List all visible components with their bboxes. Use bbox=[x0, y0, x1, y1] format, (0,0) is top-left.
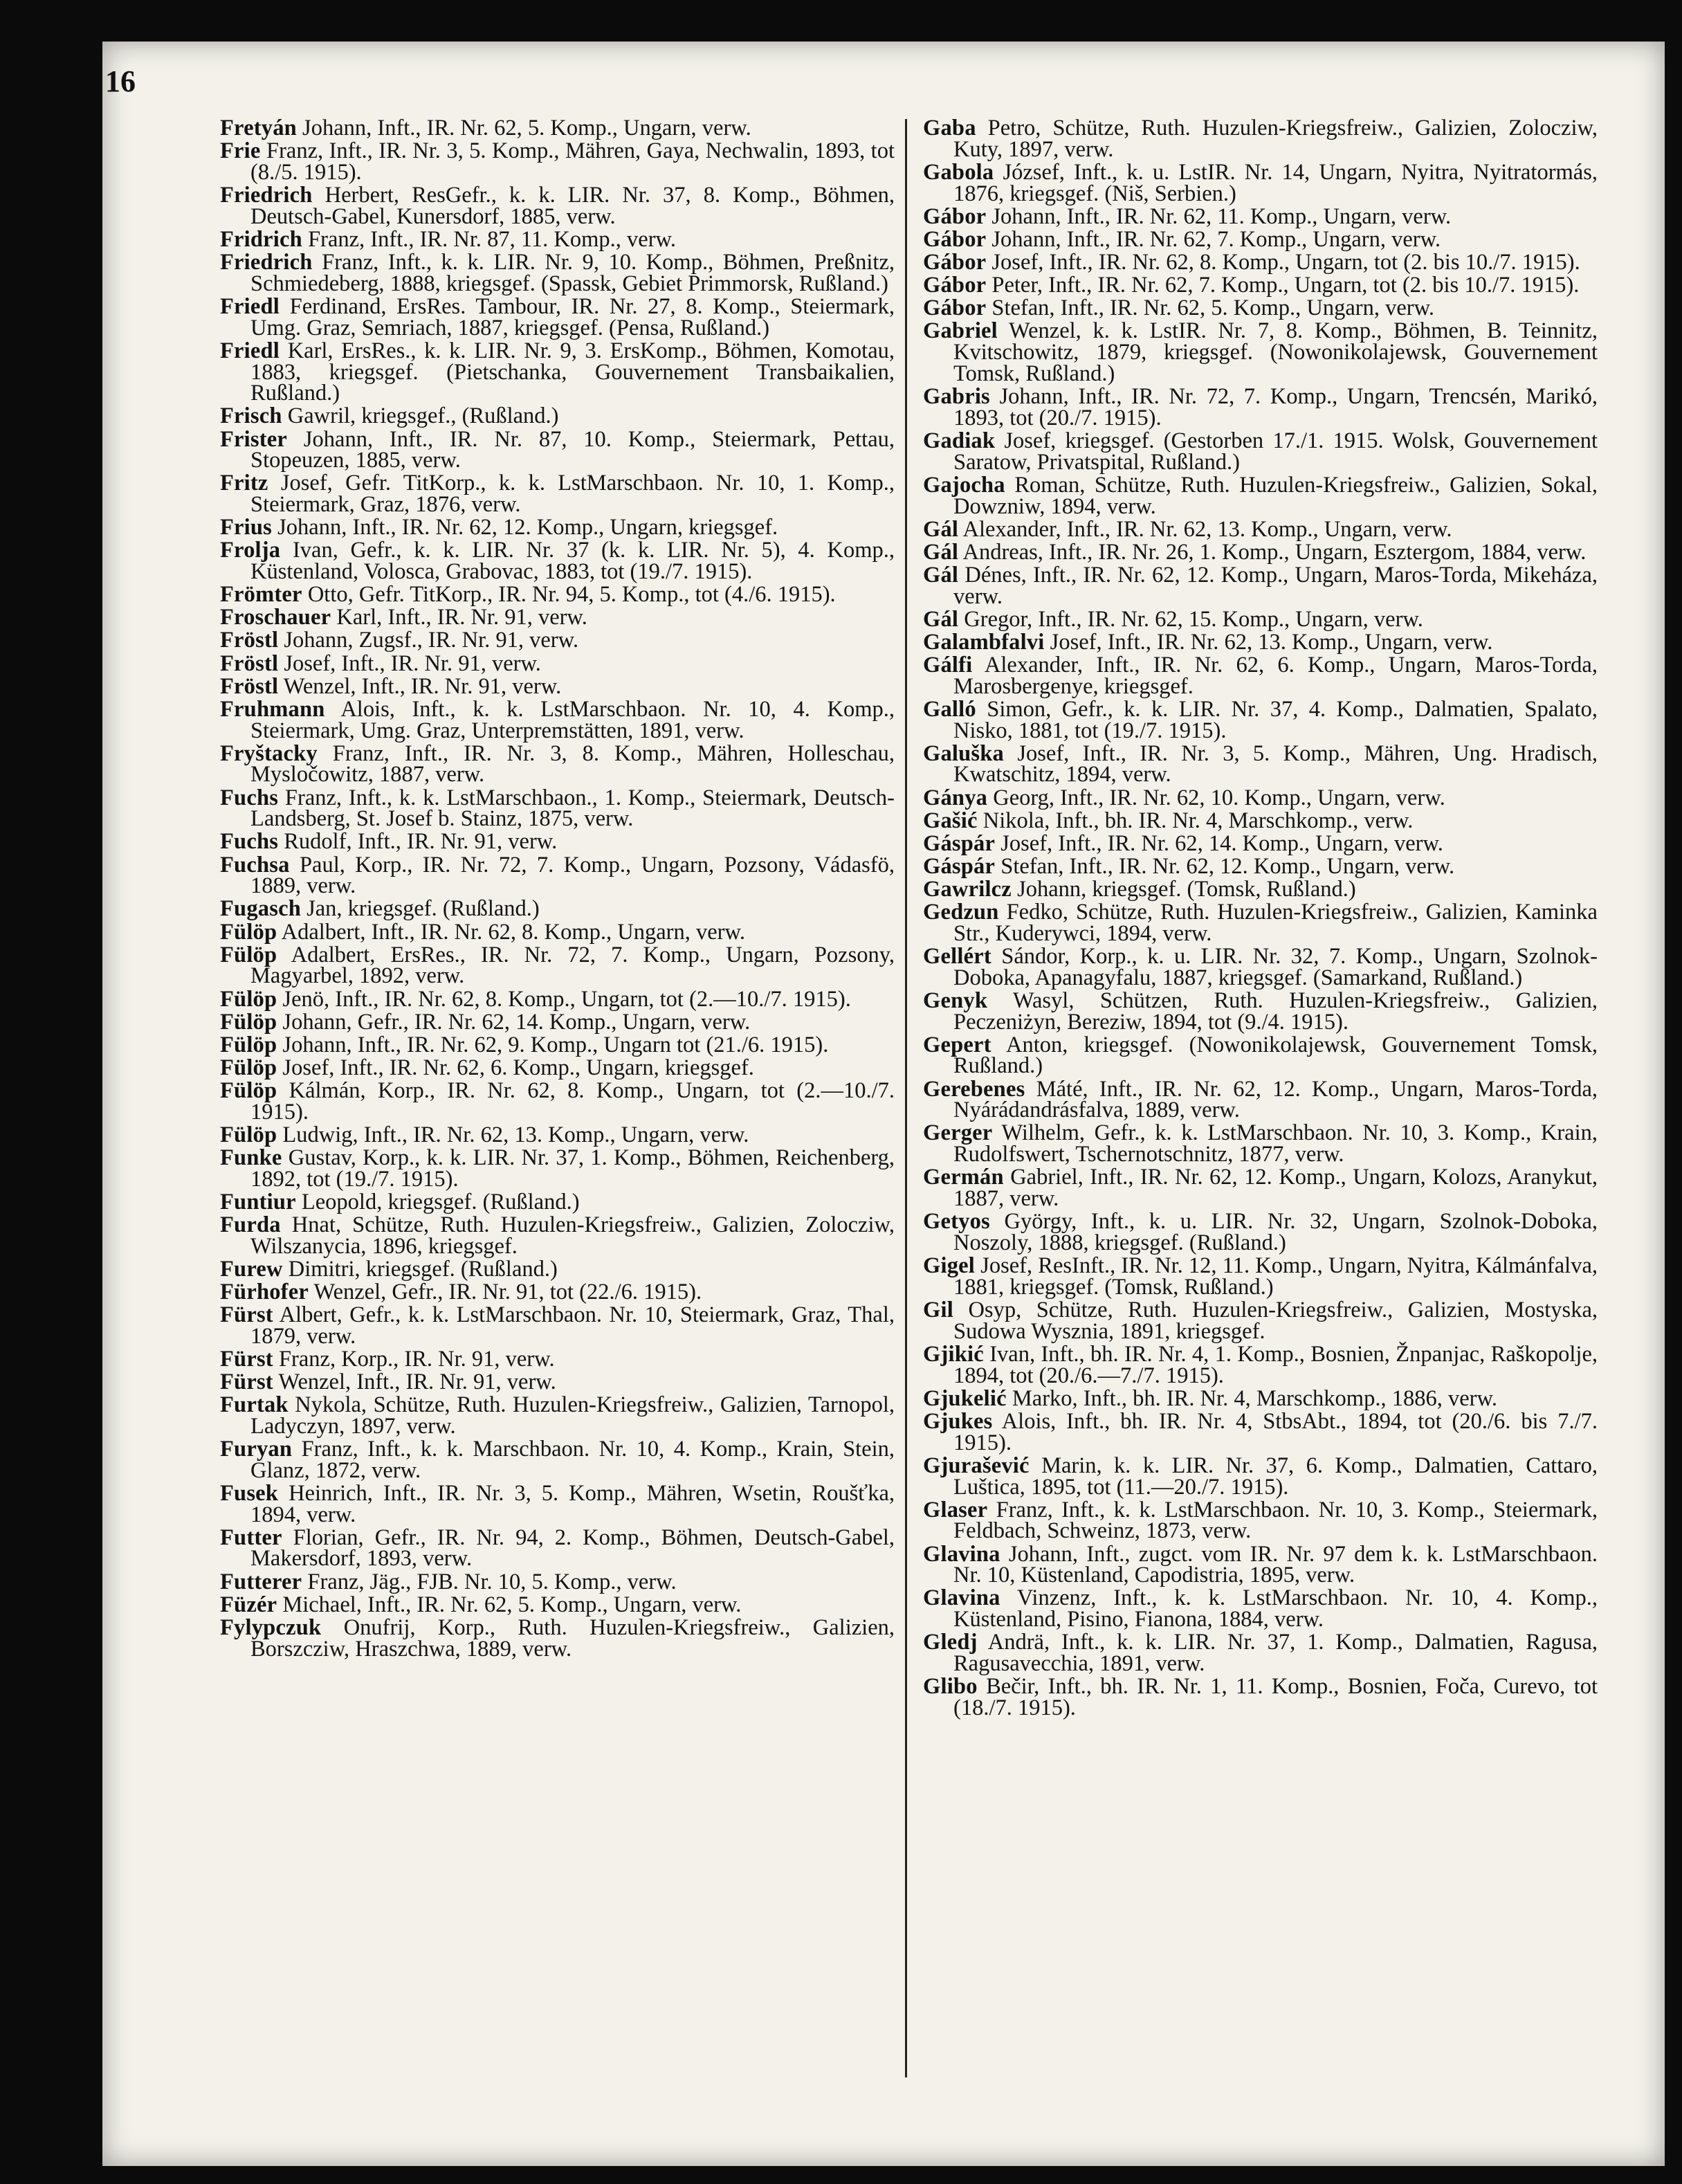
entry-details: Gustav, Korp., k. k. LIR. Nr. 37, 1. Komp., Böhmen, Reichenberg, 1892, tot (19./7. 1915). bbox=[250, 1145, 895, 1192]
entry-details: Alois, Inft., k. k. LstMarschbaon. Nr. 10, 4. Komp., Steiermark, Umg. Graz, Unterpremstätten, 1891, verw. bbox=[250, 696, 895, 743]
entry-name: Galuška bbox=[923, 740, 1005, 766]
entry-details: Heinrich, Inft., IR. Nr. 3, 5. Komp., Mähren, Wsetin, Roušťka, 1894, verw. bbox=[250, 1480, 895, 1527]
casualty-entry bbox=[220, 1369, 895, 1394]
entry-details: Wilhelm, Gefr., k. k. LstMarschbaon. Nr. 10, 3. Komp., Krain, Rudolfswert, Tschernotschnitz, 1877, verw. bbox=[953, 1120, 1598, 1167]
entry-details: Marko, Inft., bh. IR. Nr. 4, Marschkomp., 1886, verw. bbox=[1012, 1385, 1497, 1411]
entry-name: Fröstl bbox=[220, 650, 279, 676]
entry-details: Florian, Gefr., IR. Nr. 94, 2. Komp., Böhmen, Deutsch-Gabel, Makersdorf, 1893, verw. bbox=[250, 1525, 895, 1572]
casualty-entry bbox=[220, 1009, 895, 1035]
left-column bbox=[220, 118, 895, 1662]
entry-name: Gjukes bbox=[923, 1408, 993, 1434]
casualty-entry bbox=[923, 1587, 1598, 1630]
entry-details: Karl, ErsRes., k. k. LIR. Nr. 9, 3. ErsKomp., Böhmen, Komotau, 1883, kriegsgef. (Pietschanka, Gouvernement Transbaikalien, Rußland.) bbox=[250, 338, 895, 406]
entry-name: Fülöp bbox=[220, 1055, 277, 1080]
casualty-entry bbox=[923, 830, 1598, 856]
casualty-entry bbox=[923, 1341, 1598, 1388]
entry-name: Friedl bbox=[220, 338, 280, 363]
entry-details: Sándor, Korp., k. u. LIR. Nr. 32, 7. Komp., Ungarn, Szolnok-Doboka, Apanagyfalu, 1887, kriegsgef. (Samarkand, Rußland.) bbox=[953, 943, 1598, 990]
entry-name: Glibo bbox=[923, 1674, 978, 1700]
casualty-entry bbox=[220, 473, 895, 516]
entry-name: Fridrich bbox=[220, 226, 302, 252]
entry-name: Furtak bbox=[220, 1392, 289, 1417]
entry-name: Gajocha bbox=[923, 472, 1005, 498]
entry-details: Alexander, Inft., IR. Nr. 62, 13. Komp., Ungarn, verw. bbox=[962, 516, 1452, 542]
casualty-entry bbox=[923, 430, 1598, 473]
casualty-entry bbox=[220, 1569, 895, 1594]
entry-name: Gledj bbox=[923, 1630, 978, 1655]
entry-details: Alexander, Inft., IR. Nr. 62, 6. Komp., Ungarn, Maros-Torda, Marosbergenye, kriegsgef. bbox=[953, 652, 1598, 699]
casualty-entry bbox=[220, 852, 895, 899]
casualty-entry bbox=[220, 1304, 895, 1347]
entry-name: Gáspár bbox=[923, 853, 996, 879]
entry-details: Ivan, Gefr., k. k. LIR. Nr. 37 (k. k. LIR. Nr. 5), 4. Komp., Küstenland, Volosca, Grabovac, 1883, tot (19./7. 1915). bbox=[250, 538, 895, 585]
entry-name: Furda bbox=[220, 1212, 281, 1237]
casualty-entry bbox=[220, 340, 895, 404]
casualty-entry bbox=[220, 942, 895, 989]
entry-name: Gábor bbox=[923, 249, 987, 275]
entry-details: Gawril, kriegsgef., (Rußland.) bbox=[287, 403, 559, 429]
casualty-entry bbox=[220, 1077, 895, 1125]
casualty-entry bbox=[923, 562, 1598, 609]
entry-name: Fülöp bbox=[220, 942, 277, 967]
entry-name: Fusek bbox=[220, 1480, 279, 1506]
entry-details: Franz, Inft., k. k. LIR. Nr. 9, 10. Komp., Böhmen, Preßnitz, Schmiedeberg, 1888, kriegsgef. (Spassk, Gebiet Primmorsk, Rußland.) bbox=[250, 249, 895, 296]
casualty-entry bbox=[220, 785, 895, 832]
casualty-entry bbox=[923, 876, 1598, 902]
entry-name: Gellért bbox=[923, 943, 991, 969]
entry-details: Josef, Inft., IR. Nr. 62, 14. Komp., Ungarn, verw. bbox=[1000, 830, 1443, 856]
casualty-entry bbox=[220, 293, 895, 340]
casualty-entry bbox=[923, 226, 1598, 252]
entry-name: Frie bbox=[220, 138, 261, 164]
casualty-entry bbox=[220, 673, 895, 699]
entry-details: György, Inft., k. u. LIR. Nr. 32, Ungarn, Szolnok-Doboka, Noszoly, 1888, kriegsgef. (Rußland.) bbox=[953, 1209, 1598, 1256]
entry-details: Johann, Inft., IR. Nr. 72, 7. Komp., Ungarn, Trencsén, Marikó, 1893, tot (20./7. 1915). bbox=[953, 383, 1598, 430]
entry-details: Albert, Gefr., k. k. LstMarschbaon. Nr. 10, Steiermark, Graz, Thal, 1879, verw. bbox=[250, 1302, 895, 1349]
casualty-entry bbox=[220, 517, 895, 538]
entry-details: Johann, Inft., zugct. vom IR. Nr. 97 dem k. k. LstMarschbaon. Nr. 10, Küstenland, Capodistria, 1895, verw. bbox=[953, 1541, 1598, 1588]
entry-name: Frolja bbox=[220, 538, 281, 563]
casualty-entry bbox=[220, 1057, 895, 1079]
entry-name: Galambfalvi bbox=[923, 629, 1045, 655]
entry-name: Fretyán bbox=[220, 116, 297, 140]
entry-details: Dimitri, kriegsgef. (Rußland.) bbox=[288, 1256, 558, 1282]
casualty-entry bbox=[220, 1256, 895, 1282]
entry-details: Herbert, ResGefr., k. k. LIR. Nr. 37, 8. Komp., Böhmen, Deutsch-Gabel, Kunersdorf, 1885, verw. bbox=[250, 182, 895, 229]
entry-name: Gál bbox=[923, 516, 959, 542]
casualty-entry bbox=[923, 652, 1598, 699]
casualty-entry bbox=[923, 1211, 1598, 1254]
casualty-entry bbox=[923, 249, 1598, 275]
entry-details: Roman, Schütze, Ruth. Huzulen-Kriegsfreiw., Galizien, Sokal, Dowzniw, 1894, verw. bbox=[953, 472, 1598, 519]
entry-details: Josef, Inft., IR. Nr. 91, verw. bbox=[284, 650, 541, 676]
entry-details: Andreas, Inft., IR. Nr. 26, 1. Komp., Ungarn, Esztergom, 1884, verw. bbox=[962, 539, 1587, 565]
casualty-entry bbox=[923, 539, 1598, 565]
entry-name: Fülöp bbox=[220, 1032, 277, 1057]
casualty-entry bbox=[923, 1408, 1598, 1455]
entry-details: Bečir, Inft., bh. IR. Nr. 1, 11. Komp., Bosnien, Foča, Curevo, tot (18./7. 1915). bbox=[953, 1674, 1598, 1721]
entry-name: Gábor bbox=[923, 295, 987, 321]
casualty-entry bbox=[220, 1214, 895, 1257]
casualty-entry bbox=[923, 472, 1598, 519]
entry-name: Fürst bbox=[220, 1369, 273, 1394]
entry-details: Wenzel, k. k. LstIR. Nr. 7, 8. Komp., Böhmen, B. Teinnitz, Kvitschowitz, 1879, kriegsgef. (Nowonikolajewsk, Gouvernement Tomsk, Rußland.) bbox=[953, 318, 1598, 386]
casualty-entry bbox=[923, 1385, 1598, 1411]
entry-details: Vinzenz, Inft., k. k. LstMarschbaon. Nr. 10, 4. Komp., Küstenland, Pisino, Fianona, 1884, verw. bbox=[953, 1585, 1598, 1632]
casualty-entry bbox=[220, 226, 895, 252]
entry-details: Jenö, Inft., IR. Nr. 62, 8. Komp., Ungarn, tot (2.—10./7. 1915). bbox=[282, 986, 851, 1012]
entry-details: Josef, Inft., IR. Nr. 62, 6. Komp., Ungarn, kriegsgef. bbox=[282, 1055, 754, 1080]
casualty-entry bbox=[220, 630, 895, 651]
entry-details: Marin, k. k. LIR. Nr. 37, 6. Komp., Dalmatien, Cattaro, Luštica, 1895, tot (11.—20./7. 1915). bbox=[953, 1453, 1598, 1500]
entry-name: Funke bbox=[220, 1145, 282, 1170]
casualty-entry bbox=[923, 118, 1598, 161]
casualty-entry bbox=[220, 650, 895, 676]
casualty-entry bbox=[220, 1480, 895, 1527]
entry-details: Ludwig, Inft., IR. Nr. 62, 13. Komp., Ungarn, verw. bbox=[282, 1122, 749, 1147]
casualty-entry bbox=[923, 383, 1598, 430]
entry-name: Gadiak bbox=[923, 428, 996, 453]
entry-name: Getyos bbox=[923, 1209, 990, 1235]
casualty-entry bbox=[220, 1527, 895, 1570]
entry-details: Johann, Inft., IR. Nr. 62, 12. Komp., Ungarn, kriegsgef. bbox=[277, 515, 778, 540]
entry-details: Hnat, Schütze, Ruth. Huzulen-Kriegsfreiw., Galizien, Zolocziw, Wilszanycia, 1896, kriegsgef. bbox=[250, 1212, 895, 1259]
entry-details: Ivan, Inft., bh. IR. Nr. 4, 1. Komp., Bosnien, Žnpanjac, Raškopolje, 1894, tot (20./6.—7./7. 1915). bbox=[953, 1341, 1598, 1388]
entry-details: Peter, Inft., IR. Nr. 62, 7. Komp., Ungarn, tot (2. bis 10./7. 1915). bbox=[991, 273, 1580, 298]
casualty-entry bbox=[220, 986, 895, 1012]
entry-name: Germán bbox=[923, 1165, 1004, 1190]
entry-details: Fedko, Schütze, Ruth. Huzulen-Kriegsfreiw., Galizien, Kaminka Str., Kuderywci, 1894, verw. bbox=[953, 900, 1598, 946]
entry-details: Petro, Schütze, Ruth. Huzulen-Kriegsfreiw., Galizien, Zolocziw, Kuty, 1897, verw. bbox=[953, 116, 1598, 162]
casualty-entry bbox=[220, 831, 895, 853]
entry-details: Josef, Inft., IR. Nr. 62, 13. Komp., Ungarn, verw. bbox=[1050, 629, 1493, 655]
entry-name: Frömter bbox=[220, 582, 302, 608]
casualty-entry bbox=[923, 1300, 1598, 1343]
casualty-entry bbox=[923, 159, 1598, 206]
casualty-entry bbox=[923, 295, 1598, 321]
casualty-entry bbox=[220, 118, 895, 139]
entry-details: Josef, ResInft., IR. Nr. 12, 11. Komp., Ungarn, Nyitra, Kálmánfalva, 1881, kriegsgef. (Tomsk, Rußland.) bbox=[953, 1253, 1598, 1300]
entry-details: Adalbert, Inft., IR. Nr. 62, 8. Komp., Ungarn, verw. bbox=[281, 919, 745, 945]
casualty-entry bbox=[220, 426, 895, 473]
entry-details: Wenzel, Gefr., IR. Nr. 91, tot (22./6. 1915). bbox=[313, 1279, 702, 1304]
entry-name: Frius bbox=[220, 515, 273, 540]
entry-name: Gánya bbox=[923, 785, 988, 810]
casualty-entry bbox=[923, 203, 1598, 229]
entry-name: Fülöp bbox=[220, 1077, 277, 1103]
casualty-entry bbox=[923, 1167, 1598, 1210]
entry-name: Gerger bbox=[923, 1120, 993, 1146]
casualty-entry bbox=[220, 740, 895, 788]
entry-name: Fuchsa bbox=[220, 852, 290, 877]
entry-details: Rudolf, Inft., IR. Nr. 91, verw. bbox=[284, 829, 558, 855]
entry-details: Johann, Inft., IR. Nr. 62, 5. Komp., Ungarn, verw. bbox=[302, 116, 751, 140]
casualty-entry bbox=[923, 853, 1598, 879]
entry-details: Dénes, Inft., IR. Nr. 62, 12. Komp., Ungarn, Maros-Torda, Mikeháza, verw. bbox=[953, 562, 1598, 609]
entry-details: Stefan, Inft., IR. Nr. 62, 5. Komp., Ungarn, verw. bbox=[991, 295, 1435, 321]
entry-details: Franz, Inft., IR. Nr. 87, 11. Komp., verw. bbox=[308, 226, 677, 252]
entry-details: Franz, Inft., IR. Nr. 3, 5. Komp., Mähren, Gaya, Nechwalin, 1893, tot (8./5. 1915). bbox=[250, 138, 895, 185]
casualty-entry bbox=[220, 540, 895, 583]
entry-name: Gjikić bbox=[923, 1341, 984, 1367]
casualty-entry bbox=[923, 1255, 1598, 1298]
entry-name: Gil bbox=[923, 1298, 953, 1323]
entry-details: Jan, kriegsgef. (Rußland.) bbox=[307, 896, 540, 922]
casualty-entry bbox=[220, 1394, 895, 1437]
entry-name: Fröstl bbox=[220, 673, 279, 699]
entry-details: Franz, Inft., IR. Nr. 3, 8. Komp., Mähren, Holleschau, Mysločowitz, 1887, verw. bbox=[250, 740, 895, 788]
entry-name: Galló bbox=[923, 696, 976, 722]
entry-name: Futter bbox=[220, 1525, 282, 1550]
entry-name: Fürst bbox=[220, 1302, 273, 1327]
casualty-entry bbox=[923, 1455, 1598, 1498]
entry-name: Füzér bbox=[220, 1592, 277, 1617]
entry-details: Josef, Inft., IR. Nr. 62, 8. Komp., Ungarn, tot (2. bis 10./7. 1915). bbox=[991, 249, 1580, 275]
entry-name: Friedl bbox=[220, 293, 280, 319]
entry-details: Otto, Gefr. TitKorp., IR. Nr. 94, 5. Komp., tot (4./6. 1915). bbox=[307, 582, 836, 608]
entry-name: Gjurašević bbox=[923, 1453, 1030, 1478]
casualty-entry bbox=[220, 696, 895, 743]
entry-name: Fürhofer bbox=[220, 1279, 309, 1304]
entry-name: Gigel bbox=[923, 1253, 976, 1279]
casualty-entry bbox=[220, 919, 895, 945]
entry-details: József, Inft., k. u. LstIR. Nr. 14, Ungarn, Nyitra, Nyitratormás, 1876, kriegsgef. (Niš, Serbien.) bbox=[953, 159, 1598, 206]
entry-details: Franz, Korp., IR. Nr. 91, verw. bbox=[278, 1346, 555, 1372]
entry-name: Futterer bbox=[220, 1569, 302, 1594]
entry-name: Fugasch bbox=[220, 896, 301, 922]
entry-name: Fuchs bbox=[220, 785, 279, 810]
entry-name: Frisch bbox=[220, 403, 282, 429]
entry-name: Gerebenes bbox=[923, 1076, 1025, 1102]
entry-name: Fülöp bbox=[220, 1122, 277, 1147]
entry-name: Friedrich bbox=[220, 182, 313, 208]
entry-details: Paul, Korp., IR. Nr. 72, 7. Komp., Ungarn, Pozsony, Vádasfö, 1889, verw. bbox=[250, 852, 895, 899]
entry-details: Johann, Inft., IR. Nr. 62, 11. Komp., Ungarn, verw. bbox=[991, 203, 1452, 229]
casualty-entry bbox=[923, 1497, 1598, 1544]
entry-details: Stefan, Inft., IR. Nr. 62, 12. Komp., Ungarn, verw. bbox=[1000, 853, 1455, 879]
entry-name: Glavina bbox=[923, 1541, 1000, 1567]
entry-details: Johann, Inft., IR. Nr. 87, 10. Komp., Steiermark, Pettau, Stopeuzen, 1885, verw. bbox=[250, 426, 895, 473]
entry-details: Nykola, Schütze, Ruth. Huzulen-Kriegsfreiw., Galizien, Tarnopol, Ladyczyn, 1897, verw. bbox=[250, 1392, 895, 1439]
entry-details: Johann, Gefr., IR. Nr. 62, 14. Komp., Ungarn, verw. bbox=[282, 1009, 751, 1035]
casualty-entry bbox=[220, 1279, 895, 1304]
entry-details: Alois, Inft., bh. IR. Nr. 4, StbsAbt., 1894, tot (20./6. bis 7./7. 1915). bbox=[953, 1408, 1598, 1455]
casualty-entry bbox=[220, 140, 895, 183]
entry-details: Franz, Inft., k. k. Marschbaon. Nr. 10, 4. Komp., Krain, Stein, Glanz, 1872, verw. bbox=[250, 1436, 895, 1483]
entry-details: Simon, Gefr., k. k. LIR. Nr. 37, 4. Komp., Dalmatien, Spalato, Nisko, 1881, tot (19./7. 1915). bbox=[953, 696, 1598, 743]
entry-name: Gábor bbox=[923, 203, 987, 229]
casualty-entry bbox=[923, 1122, 1598, 1165]
casualty-entry bbox=[923, 1032, 1598, 1079]
entry-details: Adalbert, ErsRes., IR. Nr. 72, 7. Komp., Ungarn, Pozsony, Magyarbel, 1892, verw. bbox=[250, 942, 895, 989]
entry-details: Johann, kriegsgef. (Tomsk, Rußland.) bbox=[1017, 876, 1356, 902]
casualty-entry bbox=[923, 606, 1598, 632]
entry-name: Fritz bbox=[220, 471, 268, 496]
entry-details: Johann, Inft., IR. Nr. 62, 9. Komp., Ungarn tot (21./6. 1915). bbox=[282, 1032, 829, 1057]
entry-details: Michael, Inft., IR. Nr. 62, 5. Komp., Ungarn, verw. bbox=[282, 1592, 742, 1617]
entry-details: Franz, Inft., k. k. LstMarschbaon., 1. Komp., Steiermark, Deutsch-Landsberg, St. Josef b. Stainz, 1875, verw. bbox=[250, 785, 895, 832]
entry-name: Gábor bbox=[923, 226, 987, 252]
casualty-entry bbox=[220, 1436, 895, 1483]
entry-details: Josef, Inft., IR. Nr. 3, 5. Komp., Mähren, Ung. Hradisch, Kwatschitz, 1894, verw. bbox=[953, 740, 1598, 788]
entry-details: Georg, Inft., IR. Nr. 62, 10. Komp., Ungarn, verw. bbox=[993, 785, 1445, 810]
entry-name: Gepert bbox=[923, 1032, 991, 1057]
casualty-entry bbox=[923, 320, 1598, 384]
column-divider bbox=[905, 119, 907, 2077]
entry-details: Wenzel, Inft., IR. Nr. 91, verw. bbox=[283, 673, 562, 699]
casualty-entry bbox=[923, 1632, 1598, 1675]
casualty-entry bbox=[220, 403, 895, 429]
entry-details: Franz, Inft., k. k. LstMarschbaon. Nr. 10, 3. Komp., Steiermark, Feldbach, Schweinz, 1873, verw. bbox=[953, 1497, 1598, 1544]
entry-details: Josef, Gefr. TitKorp., k. k. LstMarschbaon. Nr. 10, 1. Komp., Steiermark, Graz, 1876, verw. bbox=[250, 471, 895, 518]
entry-details: Osyp, Schütze, Ruth. Huzulen-Kriegsfreiw., Galizien, Mostyska, Sudowa Wysznia, 1891, kriegsgef. bbox=[953, 1298, 1598, 1344]
right-column bbox=[923, 118, 1598, 1720]
casualty-entry bbox=[220, 1346, 895, 1372]
entry-name: Gál bbox=[923, 562, 959, 588]
entry-name: Gabriel bbox=[923, 318, 998, 344]
entry-details: Wenzel, Inft., IR. Nr. 91, verw. bbox=[278, 1369, 556, 1394]
entry-name: Froschauer bbox=[220, 605, 331, 630]
entry-details: Onufrij, Korp., Ruth. Huzulen-Kriegsfreiw., Galizien, Borszcziw, Hraszchwa, 1889, verw. bbox=[250, 1614, 895, 1662]
entry-name: Fülöp bbox=[220, 986, 277, 1012]
page-number: 16 bbox=[105, 64, 136, 98]
entry-details: Anton, kriegsgef. (Nowonikolajewsk, Gouvernement Tomsk, Rußland.) bbox=[953, 1032, 1598, 1079]
casualty-entry bbox=[220, 182, 895, 229]
casualty-entry bbox=[923, 1676, 1598, 1719]
entry-details: Gabriel, Inft., IR. Nr. 62, 12. Komp., Ungarn, Kolozs, Aranykut, 1887, verw. bbox=[953, 1165, 1598, 1212]
casualty-entry bbox=[220, 1614, 895, 1662]
entry-name: Fülöp bbox=[220, 1009, 277, 1035]
casualty-entry bbox=[923, 275, 1598, 296]
casualty-entry bbox=[220, 584, 895, 606]
casualty-entry bbox=[923, 943, 1598, 990]
entry-name: Frister bbox=[220, 426, 288, 452]
entry-details: Johann, Inft., IR. Nr. 62, 7. Komp., Ungarn, verw. bbox=[991, 226, 1441, 252]
entry-details: Andrä, Inft., k. k. LIR. Nr. 37, 1. Komp., Dalmatien, Ragusa, Ragusavecchia, 1891, verw. bbox=[953, 1630, 1598, 1677]
entry-details: Leopold, kriegsgef. (Rußland.) bbox=[301, 1189, 580, 1214]
entry-name: Gáspár bbox=[923, 830, 996, 856]
entry-details: Josef, kriegsgef. (Gestorben 17./1. 1915. Wolsk, Gouvernement Saratow, Privatspital, Rußland.) bbox=[953, 428, 1598, 475]
entry-name: Gál bbox=[923, 606, 959, 632]
entry-name: Furew bbox=[220, 1256, 283, 1282]
entry-details: Karl, Inft., IR. Nr. 91, verw. bbox=[336, 605, 587, 630]
entry-details: Nikola, Inft., bh. IR. Nr. 4, Marschkomp., verw. bbox=[982, 808, 1414, 833]
entry-name: Gabola bbox=[923, 159, 994, 185]
entry-name: Gábor bbox=[923, 273, 987, 298]
entry-name: Gjukelić bbox=[923, 1385, 1007, 1411]
entry-name: Gawrilcz bbox=[923, 876, 1012, 902]
casualty-entry bbox=[220, 607, 895, 628]
casualty-entry bbox=[923, 740, 1598, 788]
entry-name: Fröstl bbox=[220, 628, 279, 653]
entry-details: Gregor, Inft., IR. Nr. 62, 15. Komp., Ungarn, verw. bbox=[964, 606, 1423, 632]
entry-name: Gaba bbox=[923, 116, 976, 140]
entry-name: Fürst bbox=[220, 1346, 273, 1372]
entry-name: Gabris bbox=[923, 383, 990, 409]
casualty-entry bbox=[220, 1147, 895, 1190]
casualty-entry bbox=[923, 516, 1598, 542]
entry-name: Genyk bbox=[923, 988, 988, 1013]
casualty-entry bbox=[923, 810, 1598, 832]
casualty-entry bbox=[923, 902, 1598, 945]
entry-name: Glavina bbox=[923, 1585, 1000, 1611]
entry-name: Gedzun bbox=[923, 900, 999, 925]
entry-details: Máté, Inft., IR. Nr. 62, 12. Komp., Ungarn, Maros-Torda, Nyárádandrásfalva, 1889, verw. bbox=[953, 1076, 1598, 1123]
casualty-entry bbox=[923, 1076, 1598, 1123]
casualty-entry bbox=[220, 249, 895, 296]
casualty-entry bbox=[923, 629, 1598, 655]
entry-name: Gašić bbox=[923, 808, 978, 833]
casualty-entry bbox=[923, 990, 1598, 1033]
entry-name: Fruhmann bbox=[220, 696, 325, 722]
casualty-entry bbox=[923, 1541, 1598, 1588]
entry-details: Johann, Zugsf., IR. Nr. 91, verw. bbox=[284, 628, 579, 653]
entry-details: Ferdinand, ErsRes. Tambour, IR. Nr. 27, 8. Komp., Steiermark, Umg. Graz, Semriach, 1887, kriegsgef. (Pensa, Rußland.) bbox=[250, 293, 895, 340]
entry-name: Gálfi bbox=[923, 652, 973, 677]
entry-name: Funtiur bbox=[220, 1189, 296, 1214]
entry-details: Kálmán, Korp., IR. Nr. 62, 8. Komp., Ungarn, tot (2.—10./7. 1915). bbox=[250, 1077, 895, 1125]
entry-name: Glaser bbox=[923, 1497, 988, 1522]
casualty-entry bbox=[923, 785, 1598, 810]
entry-name: Gál bbox=[923, 539, 959, 565]
entry-name: Fülöp bbox=[220, 919, 277, 945]
entry-details: Franz, Jäg., FJB. Nr. 10, 5. Komp., verw. bbox=[307, 1569, 677, 1594]
casualty-entry bbox=[923, 696, 1598, 743]
entry-name: Fylypczuk bbox=[220, 1614, 322, 1640]
casualty-entry bbox=[220, 1032, 895, 1057]
casualty-entry bbox=[220, 1594, 895, 1616]
entry-name: Furyan bbox=[220, 1436, 293, 1462]
casualty-entry bbox=[220, 1189, 895, 1214]
casualty-entry bbox=[220, 1122, 895, 1147]
entry-name: Fryštacky bbox=[220, 740, 318, 766]
entry-name: Friedrich bbox=[220, 249, 313, 275]
entry-name: Fuchs bbox=[220, 829, 279, 855]
casualty-entry bbox=[220, 898, 895, 920]
entry-details: Wasyl, Schützen, Ruth. Huzulen-Kriegsfreiw., Galizien, Peczeniżyn, Bereziw, 1894, tot (9./4. 1915). bbox=[953, 988, 1598, 1035]
